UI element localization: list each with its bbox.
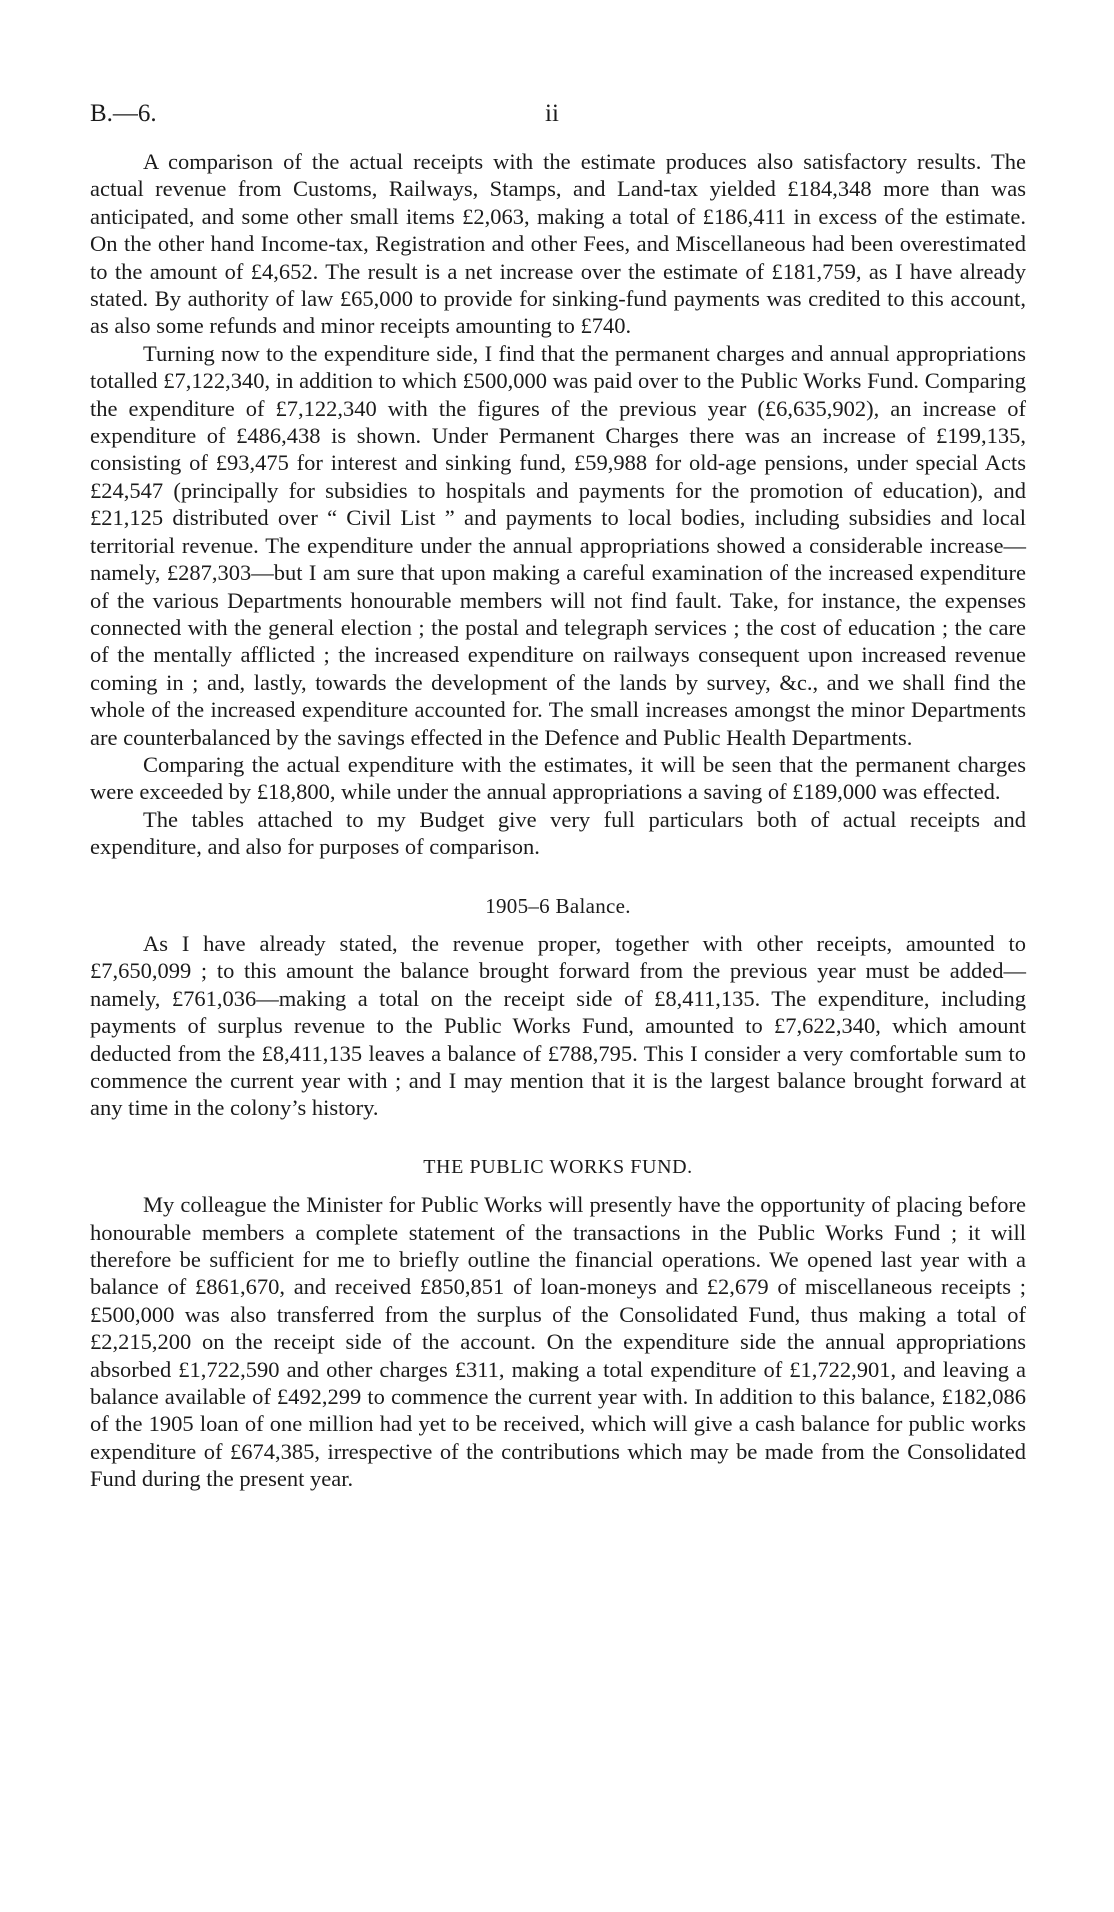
paragraph-expenditure: Turning now to the expenditure side, I find that the permanent charges and annual appropriations totalled £7,122,340, in addition to which £500,000 was paid over to the Public Works Fund. Comparing the expenditure of £7,122,340 with the figures of the previous year (£6,635,902), an increase of expenditure of £486,438 is shown. Under Permanent Charges there was an increase of £199,135, consisting of £93,475 for interest and sinking fund, £59,988 for old-age pensions, under special Acts £24,547 (principally for subsidies to hospitals and payments for the promotion of education), and £21,125 distributed over “ Civil List ” and payments to local bodies, including subsidies and local territorial revenue. The expenditure under the annual appropriations showed a considerable increase—namely, £287,303—but I am sure that upon making a careful examination of the increased expenditure of the various Departments honourable members will not find fault. Take, for instance, the expenses connected with the general election ; the postal and telegraph services ; the cost of education ; the care of the mentally afflicted ; the increased expenditure on railways consequent upon increased revenue coming in ; and, lastly, towards the development of the lands by survey, &c., and we shall find the whole of the increased expenditure accounted for. The small increases amongst the minor Departments are counterbalanced by the savings effected in the Defence and Public Health Departments. bbox=[90, 340, 1026, 750]
paragraph-estimates-comparison: Comparing the actual expenditure with the estimates, it will be seen that the permanent charges were exceeded by £18,800, while under the annual appropriations a saving of £189,000 was effected. bbox=[90, 751, 1026, 805]
page-number: ii bbox=[545, 100, 559, 127]
paragraph-budget-tables: The tables attached to my Budget give very full particulars both of actual receipts and expenditure, and also for purposes of comparison. bbox=[90, 806, 1026, 860]
page-header bbox=[90, 100, 1030, 140]
paragraph-balance: As I have already stated, the revenue proper, together with other receipts, amounted to £7,650,099 ; to this amount the balance brought forward from the previous year must be added—namely, £761,036—making a total on the receipt side of £8,411,135. The expenditure, including payments of surplus revenue to the Public Works Fund, amounted to £7,622,340, which amount deducted from the £8,411,135 leaves a balance of £788,795. This I consider a very comfortable sum to commence the current year with ; and I may mention that it is the largest balance brought forward at any time in the colony’s history. bbox=[90, 930, 1026, 1121]
paragraph-public-works-fund: My colleague the Minister for Public Works will presently have the opportunity of placing before honourable members a complete statement of the transactions in the Public Works Fund ; it will therefore be sufficient for me to briefly outline the financial operations. We opened last year with a balance of £861,670, and received £850,851 of loan-moneys and £2,679 of miscellaneous receipts ; £500,000 was also transferred from the surplus of the Consolidated Fund, thus making a total of £2,215,200 on the receipt side of the account. On the expenditure side the annual appropriations absorbed £1,722,590 and other charges £311, making a total expenditure of £1,722,901, and leaving a balance available of £492,299 to commence the current year with. In addition to this balance, £182,086 of the 1905 loan of one million had yet to be received, which will give a cash balance for public works expenditure of £674,385, irrespective of the contributions which may be made from the Consolidated Fund during the present year. bbox=[90, 1192, 1026, 1492]
document-body bbox=[90, 148, 1026, 1493]
section-heading-balance: 1905–6 Balance. bbox=[485, 893, 631, 918]
section-heading-public-works-fund: THE PUBLIC WORKS FUND. bbox=[423, 1155, 693, 1178]
document-reference: B.—6. bbox=[90, 100, 157, 127]
paragraph-receipts-comparison: A comparison of the actual receipts with the estimate produces also satisfactory results. The actual revenue from Customs, Railways, Stamps, and Land-tax yielded £184,348 more than was anticipated, and some other small items £2,063, making a total of £186,411 in excess of the estimate. On the other hand Income-tax, Registration and other Fees, and Miscellaneous had been overestimated to the amount of £4,652. The result is a net increase over the estimate of £181,759, as I have already stated. By authority of law £65,000 to provide for sinking-fund payments was credited to this account, as also some refunds and minor receipts amounting to £740. bbox=[90, 149, 1026, 339]
